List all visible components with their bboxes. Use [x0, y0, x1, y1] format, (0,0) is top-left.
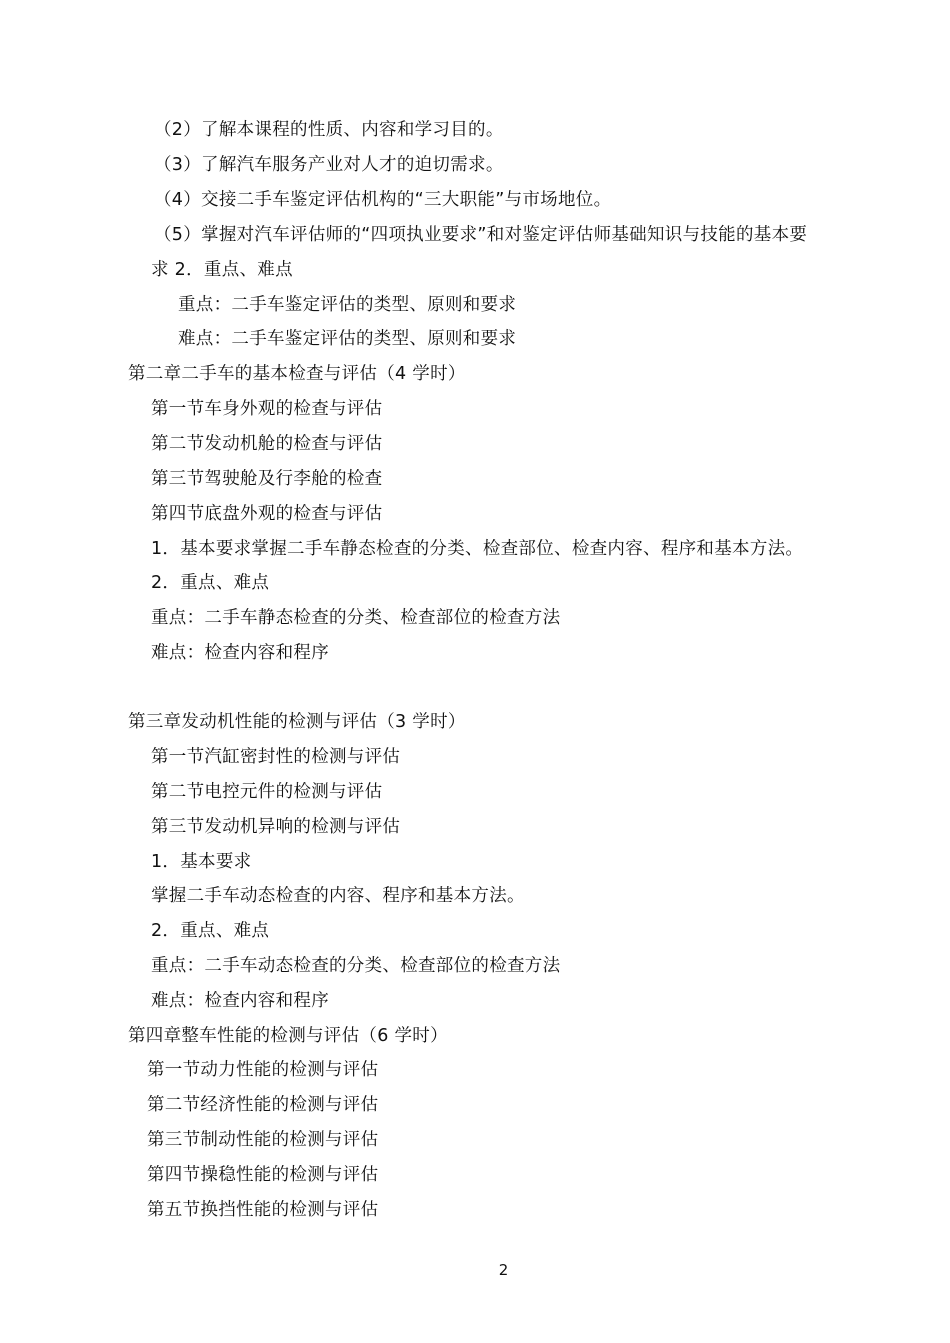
section-line: 第四节底盘外观的检查与评估	[151, 504, 383, 524]
text-line: 难点：二手车鉴定评估的类型、原则和要求	[178, 329, 517, 349]
section-line: 第二节发动机舱的检查与评估	[151, 434, 383, 454]
text-line: 求 2．重点、难点	[151, 260, 293, 280]
section-line: 第一节动力性能的检测与评估	[147, 1060, 379, 1080]
section-line: 第二节电控元件的检测与评估	[151, 782, 383, 802]
text-line: 重点：二手车动态检查的分类、检查部位的检查方法	[151, 956, 561, 976]
text-line: 重点：二手车静态检查的分类、检查部位的检查方法	[151, 608, 561, 628]
section-line: 第四节操稳性能的检测与评估	[147, 1165, 379, 1185]
text-line: 难点：检查内容和程序	[151, 643, 329, 663]
chapter-heading: 第四章整车性能的检测与评估（6 学时）	[128, 1026, 448, 1046]
chapter-heading: 第二章二手车的基本检查与评估（4 学时）	[128, 364, 466, 384]
page-number: 2	[498, 1261, 509, 1279]
section-line: 第三节制动性能的检测与评估	[147, 1130, 379, 1150]
section-line: 第三节发动机异响的检测与评估	[151, 817, 401, 837]
text-line: （3）了解汽车服务产业对人才的迫切需求。	[154, 155, 504, 175]
section-line: 第三节驾驶舱及行李舱的检查	[151, 469, 383, 489]
text-line: 1．基本要求掌握二手车静态检查的分类、检查部位、检查内容、程序和基本方法。	[151, 539, 804, 559]
text-line: （5）掌握对汽车评估师的“四项执业要求”和对鉴定评估师基础知识与技能的基本要	[154, 225, 808, 245]
text-line: 2．重点、难点	[151, 921, 270, 941]
section-line: 第五节换挡性能的检测与评估	[147, 1200, 379, 1220]
section-line: 第一节汽缸密封性的检测与评估	[151, 747, 401, 767]
section-line: 第一节车身外观的检查与评估	[151, 399, 383, 419]
text-line: 掌握二手车动态检查的内容、程序和基本方法。	[151, 886, 525, 906]
section-line: 第二节经济性能的检测与评估	[147, 1095, 379, 1115]
text-line: （4）交接二手车鉴定评估机构的“三大职能”与市场地位。	[154, 190, 612, 210]
text-line: 1．基本要求	[151, 852, 252, 872]
text-line: 重点：二手车鉴定评估的类型、原则和要求	[178, 295, 517, 315]
text-line: 难点：检查内容和程序	[151, 991, 329, 1011]
text-line: （2）了解本课程的性质、内容和学习目的。	[154, 120, 504, 140]
text-line: 2．重点、难点	[151, 573, 270, 593]
chapter-heading: 第三章发动机性能的检测与评估（3 学时）	[128, 712, 466, 732]
